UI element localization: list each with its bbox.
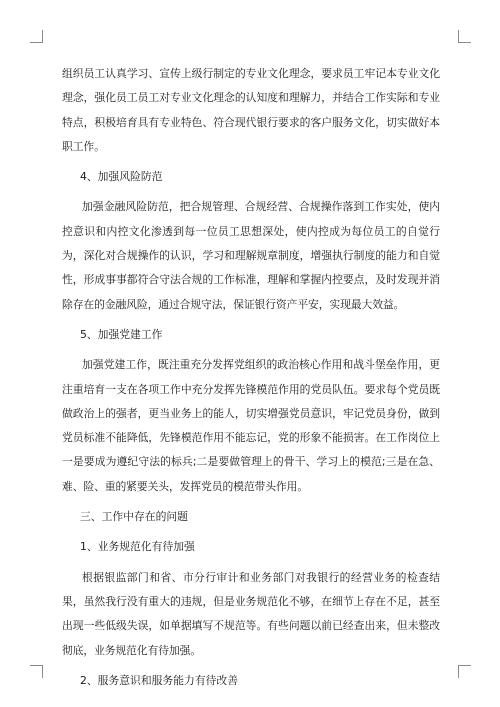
section-4-paragraph: 加强金融风险防范，把合规管理、合规经营、合规操作落到工作实处，使内控意识和内控文化渗透到每一位员工思想深处，使内控成为每位员工的自觉行为，深化对合规操作的认识，学习和理解规章制度，增强执行制度的能力和自觉性，形成事事都符合守法合规的工作标准，理解和掌握内控要点，及时发现并消除存在的金融风险，通过合规守法，保证银行资产平安，实现最大效益。 <box>62 200 440 311</box>
section-5-heading: 5、加强党建工作 <box>80 327 163 341</box>
crop-mark-top-right <box>458 30 471 43</box>
issue-1-heading: 1、业务规范化有待加强 <box>80 540 195 554</box>
issue-2-heading: 2、服务意识和服务能力有待改善 <box>80 673 239 687</box>
section-4-heading: 4、加强风险防范 <box>80 170 163 184</box>
part-3-heading: 三、工作中存在的问题 <box>80 510 188 524</box>
issue-1-paragraph: 根据银监部门和省、市分行审计和业务部门对我银行的经营业务的检查结果，虽然我行没有重大的违规，但是业务规范化不够，在细节上存在不足，甚至出现一些低级失误，如单据填写不规范等。有些问题以前已经查出来，但未整改彻底，业务规范化有待加强。 <box>62 570 440 657</box>
crop-mark-bottom-right <box>458 665 471 678</box>
document-body <box>62 62 440 693</box>
crop-mark-top-left <box>30 30 43 43</box>
section-5-paragraph: 加强党建工作，既注重充分发挥党组织的政治核心作用和战斗堡垒作用，更注重培育一支在各项工作中充分发挥先锋模范作用的党员队伍。要求每个党员既做政治上的强者，更当业务上的能人，切实增强党员意识，牢记党员身份，做到党员标准不能降低，先锋模范作用不能忘记，党的形象不能损害。在工作岗位上一是要成为遵纪守法的标兵;二是要做管理上的骨干、学习上的模范;三是在急、难、险、重的紧要关头，发挥党员的模范带头作用。 <box>62 358 440 493</box>
opening-paragraph: 组织员工认真学习、宣传上级行制定的专业文化理念，要求员工牢记本专业文化理念，强化员工员工对专业文化理念的认知度和理解力，并结合工作实际和专业特点，积极培育具有专业特色、符合现代银行要求的客户服务文化，切实做好本职工作。 <box>62 67 440 153</box>
crop-mark-bottom-left <box>30 665 43 678</box>
